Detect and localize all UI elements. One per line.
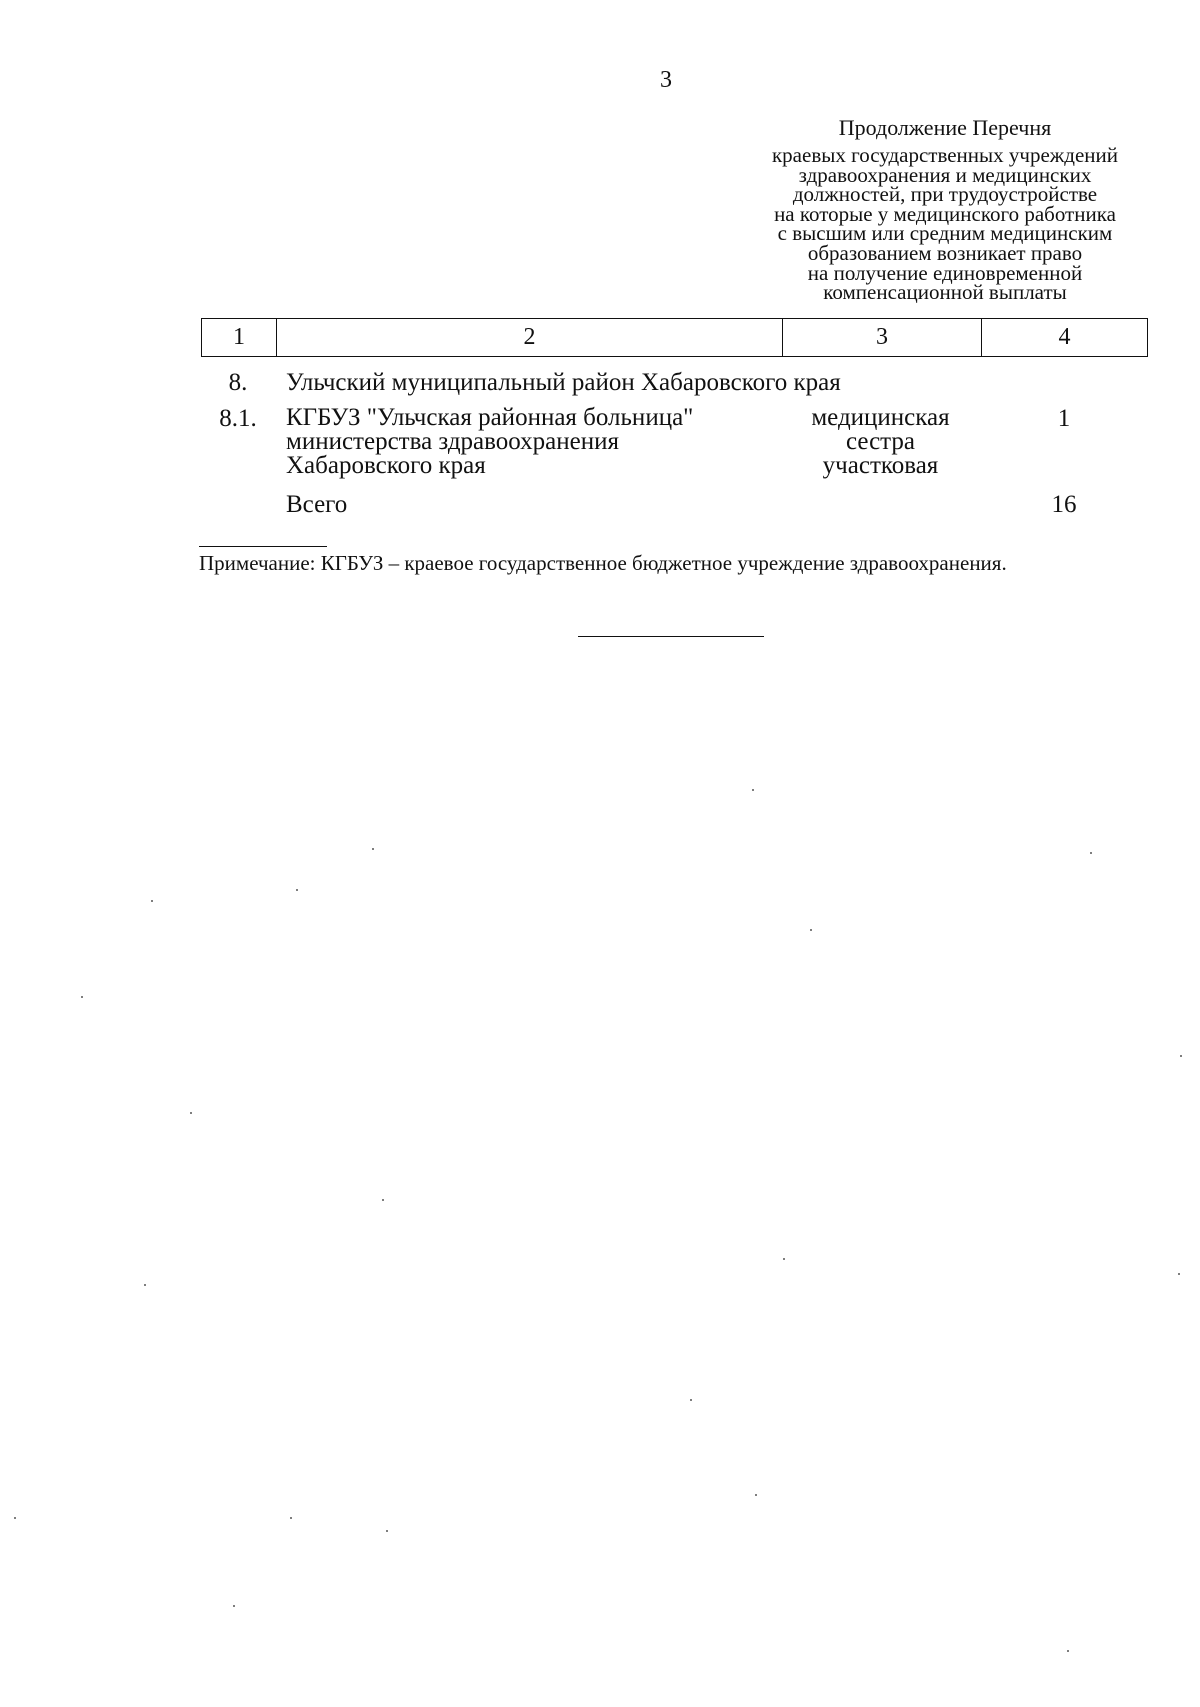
region-name: Ульчский муниципальный район Хабаровского края bbox=[286, 369, 841, 396]
scan-speck bbox=[296, 889, 298, 891]
position-name bbox=[781, 406, 980, 478]
scan-speck bbox=[752, 789, 754, 791]
institution-line: министерства здравоохранения bbox=[286, 428, 619, 455]
continuation-title: Продолжение Перечня bbox=[838, 115, 1052, 140]
institution-line: КГБУЗ "Ульчская районная больница" bbox=[286, 404, 694, 431]
position-count: 1 bbox=[1057, 405, 1071, 432]
column-number-header bbox=[201, 318, 1148, 357]
list-heading bbox=[730, 143, 1160, 305]
scan-speck bbox=[1180, 1055, 1182, 1057]
heading-line: должностей, при трудоустройстве bbox=[792, 182, 1098, 207]
scan-speck bbox=[690, 1399, 692, 1401]
column-number: 1 bbox=[233, 324, 245, 350]
scan-speck bbox=[151, 900, 153, 902]
total-label: Всего bbox=[286, 491, 348, 518]
scan-speck bbox=[382, 1199, 384, 1201]
position-line: сестра bbox=[845, 428, 916, 455]
scan-speck bbox=[144, 1284, 146, 1286]
scan-speck bbox=[190, 1112, 192, 1114]
heading-line: краевых государственных учреждений bbox=[771, 143, 1119, 167]
position-line: участковая bbox=[822, 452, 939, 479]
column-number: 2 bbox=[276, 319, 782, 356]
row-number: 8.1. bbox=[219, 405, 257, 432]
scan-speck bbox=[1090, 852, 1092, 854]
scan-speck bbox=[755, 1494, 757, 1496]
scan-speck bbox=[1178, 1273, 1180, 1275]
heading-line: образованием возникает право bbox=[807, 240, 1083, 265]
scan-speck bbox=[233, 1605, 235, 1607]
footnote-rule bbox=[199, 546, 327, 547]
scan-speck bbox=[372, 848, 374, 850]
heading-line: на получение единовременной bbox=[807, 260, 1083, 285]
page-number: 3 bbox=[660, 67, 672, 93]
scan-speck bbox=[810, 929, 812, 931]
footnote: Примечание: КГБУЗ – краевое государственное бюджетное учреждение здравоохранения. bbox=[199, 551, 1007, 575]
scan-speck bbox=[1067, 1650, 1069, 1652]
end-rule bbox=[578, 636, 764, 637]
scan-speck bbox=[81, 996, 83, 998]
heading-line: на которые у медицинского работника bbox=[774, 201, 1116, 226]
scan-speck bbox=[290, 1517, 292, 1519]
position-line: медицинская bbox=[811, 404, 950, 431]
column-number: 4 bbox=[981, 319, 1147, 356]
heading-line: компенсационной выплаты bbox=[823, 280, 1067, 305]
scan-speck bbox=[783, 1258, 785, 1260]
scan-speck bbox=[14, 1517, 16, 1519]
heading-line: здравоохранения и медицинских bbox=[798, 162, 1092, 187]
heading-line: с высшим или средним медицинским bbox=[777, 221, 1113, 246]
institution-name bbox=[286, 406, 693, 478]
total-count: 16 bbox=[1051, 491, 1077, 518]
region-number: 8. bbox=[228, 369, 248, 396]
scan-speck bbox=[386, 1530, 388, 1532]
column-number: 3 bbox=[782, 319, 981, 356]
institution-line: Хабаровского края bbox=[286, 452, 486, 479]
